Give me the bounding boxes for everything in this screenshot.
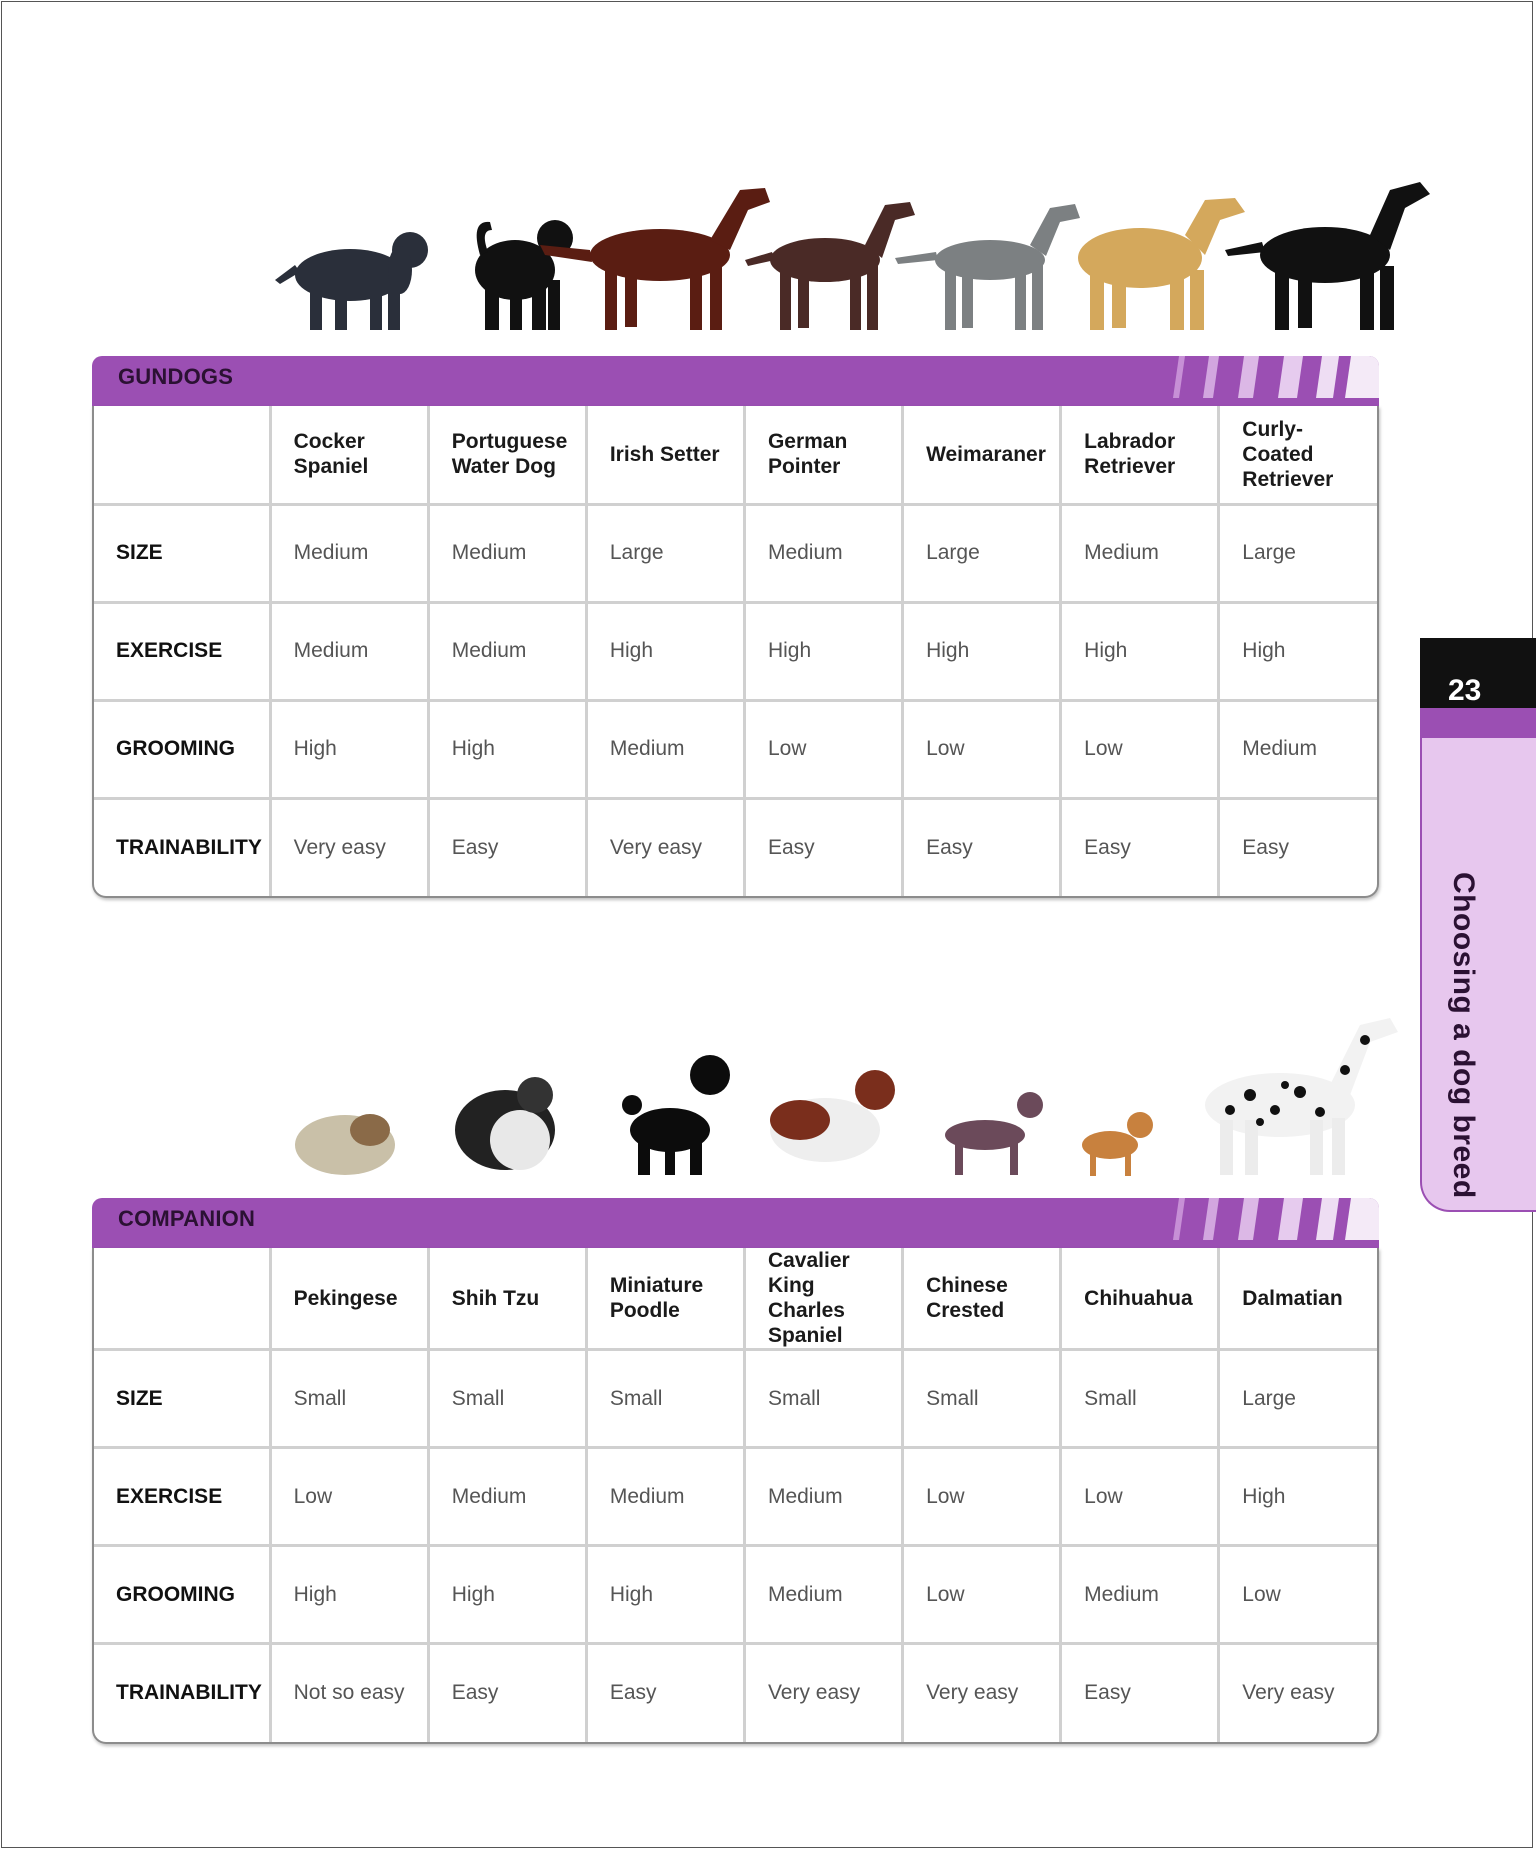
cell-value: Very easy — [586, 798, 744, 896]
irish-setter-image — [540, 188, 770, 330]
table-row — [94, 1350, 1377, 1448]
row-label: SIZE — [94, 504, 270, 602]
cell-value: Small — [428, 1350, 586, 1448]
breed-header: Portuguese Water Dog — [428, 406, 586, 504]
decorative-stripes — [1079, 356, 1379, 398]
breed-header: Dalmatian — [1219, 1248, 1377, 1350]
cell-value: High — [586, 1546, 744, 1644]
gundogs-table — [92, 406, 1379, 898]
breed-header: Cocker Spaniel — [270, 406, 428, 504]
row-label: TRAINABILITY — [94, 1644, 270, 1742]
chinese-crested-image — [945, 1092, 1043, 1175]
cell-value: Easy — [903, 798, 1061, 896]
cell-value: Small — [270, 1350, 428, 1448]
breed-header: Chinese Crested — [903, 1248, 1061, 1350]
table-row — [94, 1546, 1377, 1644]
cell-value: High — [428, 700, 586, 798]
cell-value: Medium — [1061, 1546, 1219, 1644]
gundogs-section — [92, 356, 1379, 898]
header-row — [94, 406, 1377, 504]
breed-header: Cavalier King Charles Spaniel — [744, 1248, 902, 1350]
cavalier-king-charles-spaniel-image — [770, 1070, 895, 1162]
breed-header: Chihuahua — [1061, 1248, 1219, 1350]
row-label: EXERCISE — [94, 602, 270, 700]
cell-value: Low — [1219, 1546, 1377, 1644]
section-header-bar — [92, 356, 1379, 398]
cell-value: Medium — [586, 1448, 744, 1546]
cell-value: High — [903, 602, 1061, 700]
cell-value: Small — [1061, 1350, 1219, 1448]
cell-value: Low — [903, 1448, 1061, 1546]
shih-tzu-image — [455, 1077, 555, 1170]
miniature-poodle-image — [622, 1055, 730, 1175]
cell-value: Small — [903, 1350, 1061, 1448]
gundog-images — [270, 180, 1430, 340]
cell-value: High — [1219, 1448, 1377, 1546]
pekingese-image — [295, 1114, 395, 1175]
cell-value: Easy — [744, 798, 902, 896]
section-title: GUNDOGS — [118, 364, 234, 389]
cell-value: Low — [903, 700, 1061, 798]
cell-value: Medium — [270, 504, 428, 602]
labrador-retriever-image — [1078, 198, 1245, 330]
cell-value: Easy — [428, 798, 586, 896]
cell-value: Easy — [1061, 1644, 1219, 1742]
table-row — [94, 1644, 1377, 1742]
cell-value: Low — [903, 1546, 1061, 1644]
page-number: 23 — [1448, 674, 1482, 707]
section-title: COMPANION — [118, 1206, 256, 1231]
decorative-stripes — [1079, 1198, 1379, 1240]
chapter-title: Choosing a dog breed — [1447, 872, 1480, 1199]
breed-header: Miniature Poodle — [586, 1248, 744, 1350]
cell-value: Very easy — [903, 1644, 1061, 1742]
cell-value: Medium — [270, 602, 428, 700]
companion-section — [92, 1198, 1379, 1744]
cell-value: Medium — [586, 700, 744, 798]
section-underline — [92, 398, 1379, 406]
breed-header: Irish Setter — [586, 406, 744, 504]
cell-value: Easy — [586, 1644, 744, 1742]
corner-cell — [94, 406, 270, 504]
section-header-bar — [92, 1198, 1379, 1240]
cell-value: Large — [903, 504, 1061, 602]
curly-coated-retriever-image — [1225, 182, 1430, 330]
table-row — [94, 700, 1377, 798]
cell-value: High — [270, 700, 428, 798]
cell-value: Low — [1061, 700, 1219, 798]
cell-value: High — [744, 602, 902, 700]
companion-table — [92, 1248, 1379, 1744]
cell-value: Easy — [1061, 798, 1219, 896]
cell-value: High — [428, 1546, 586, 1644]
row-label: GROOMING — [94, 700, 270, 798]
cell-value: Very easy — [270, 798, 428, 896]
breed-header: Curly-Coated Retriever — [1219, 406, 1377, 504]
cell-value: Not so easy — [270, 1644, 428, 1742]
cell-value: High — [270, 1546, 428, 1644]
table-row — [94, 504, 1377, 602]
cell-value: Very easy — [744, 1644, 902, 1742]
cell-value: High — [1061, 602, 1219, 700]
table-row — [94, 1448, 1377, 1546]
cell-value: Very easy — [1242, 1681, 1335, 1705]
cell-value: Easy — [1242, 835, 1289, 859]
row-label: EXERCISE — [94, 1448, 270, 1546]
tab-accent-band — [1420, 708, 1536, 738]
row-label: SIZE — [94, 1350, 270, 1448]
companion-images — [270, 1000, 1430, 1180]
cell-value: Medium — [744, 1448, 902, 1546]
cell-value: Medium — [1219, 700, 1377, 798]
corner-cell — [94, 1248, 270, 1350]
cell-value: Low — [270, 1448, 428, 1546]
section-underline — [92, 1240, 1379, 1248]
cell-value: Medium — [428, 504, 586, 602]
tab-body — [1420, 738, 1536, 1212]
table-row — [94, 798, 1377, 896]
breed-header: Weimaraner — [903, 406, 1061, 504]
cell-value: Medium — [744, 504, 902, 602]
cell-value: Small — [586, 1350, 744, 1448]
breed-header: German Pointer — [744, 406, 902, 504]
cell-value: Small — [744, 1350, 902, 1448]
german-pointer-image — [745, 202, 915, 330]
row-label: TRAINABILITY — [94, 798, 270, 896]
row-label: GROOMING — [94, 1546, 270, 1644]
cocker-spaniel-image — [275, 232, 428, 330]
cell-value: Medium — [744, 1546, 902, 1644]
cell-value: Medium — [428, 602, 586, 700]
cell-value: Large — [1219, 1350, 1377, 1448]
table-row — [94, 602, 1377, 700]
cell-value: Large — [1219, 504, 1377, 602]
page-number-block — [1420, 638, 1536, 708]
breed-header: Labrador Retriever — [1061, 406, 1219, 504]
cell-value: Low — [744, 700, 902, 798]
chapter-side-tab — [1420, 638, 1536, 1212]
cell-value: Low — [1061, 1448, 1219, 1546]
header-row — [94, 1248, 1377, 1350]
weimaraner-image — [895, 204, 1080, 330]
dalmatian-image — [1205, 1018, 1398, 1175]
cell-value: Large — [586, 504, 744, 602]
portuguese-water-dog-image — [475, 220, 573, 330]
cell-value: High — [586, 602, 744, 700]
chihuahua-image — [1082, 1112, 1153, 1176]
cell-value: High — [1219, 602, 1377, 700]
breed-header: Pekingese — [270, 1248, 428, 1350]
cell-value: Medium — [1061, 504, 1219, 602]
cell-value: Medium — [428, 1448, 586, 1546]
cell-value: Easy — [428, 1644, 586, 1742]
breed-header: Shih Tzu — [428, 1248, 586, 1350]
